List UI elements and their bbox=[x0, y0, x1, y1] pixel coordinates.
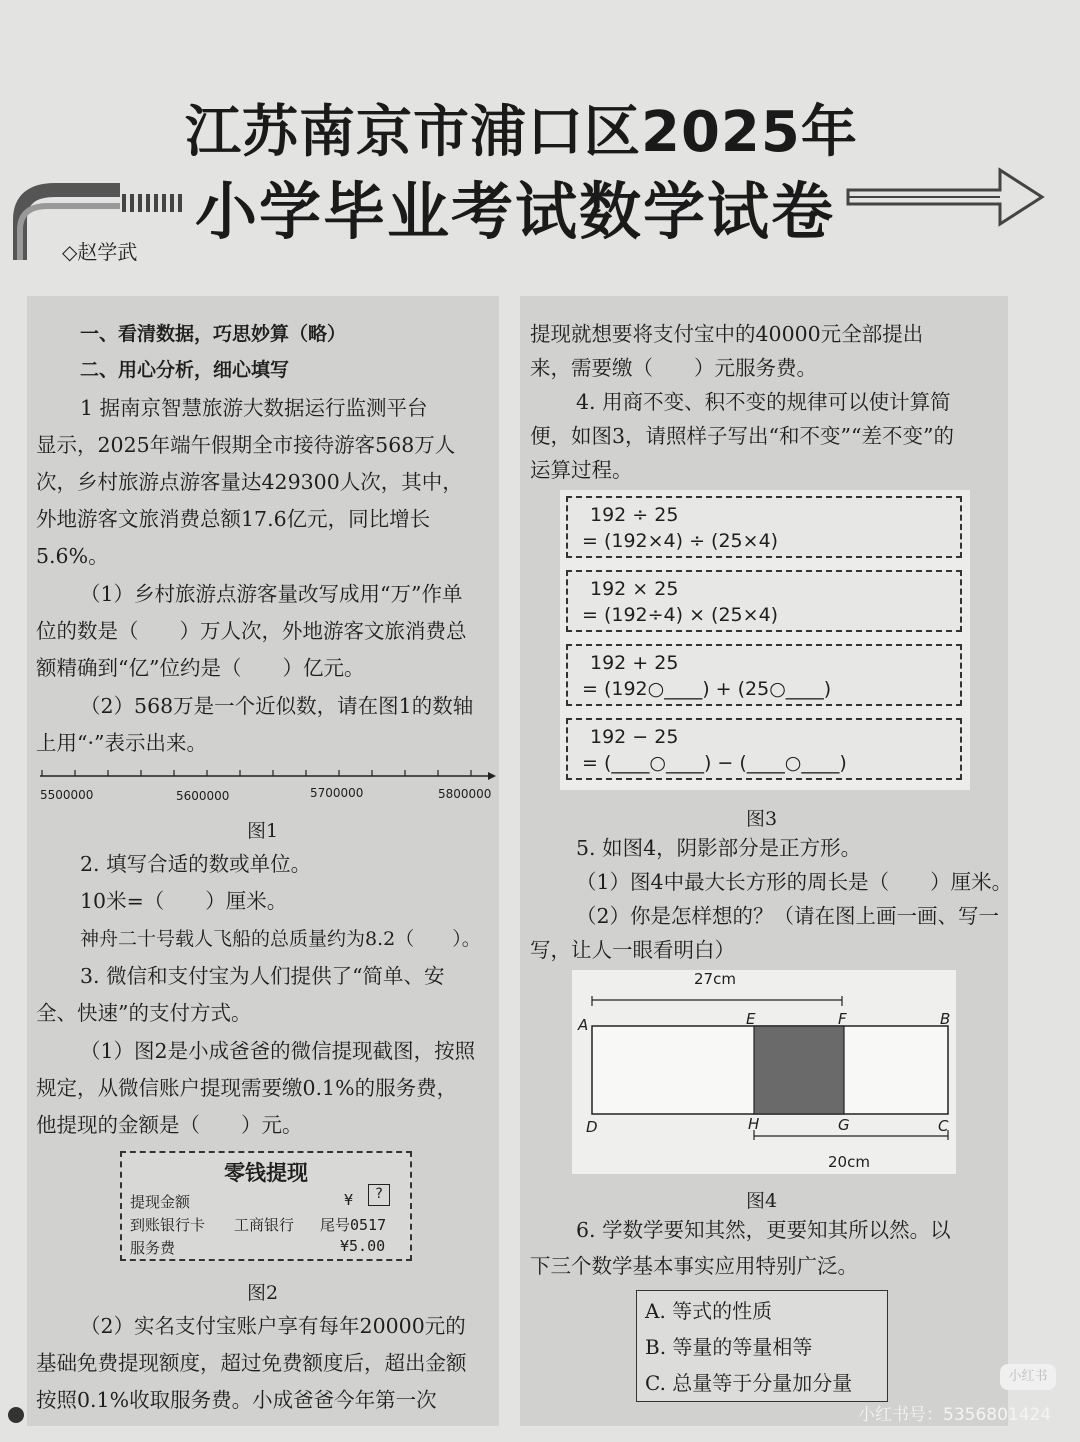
point-label-h: H bbox=[748, 1115, 760, 1133]
q3-1-line: 规定，从微信账户提现需要缴0.1%的服务费， bbox=[36, 1076, 458, 1100]
section-2-heading: 二、用心分析，细心填写 bbox=[80, 359, 290, 381]
author-label: ◇赵学武 bbox=[62, 240, 138, 264]
q1-2-line: 上用“·”表示出来。 bbox=[36, 731, 207, 755]
q3-2-line: 按照0.1%收取服务费。小成爸爸今年第一次 bbox=[36, 1388, 437, 1412]
page-edge-dot bbox=[6, 1404, 26, 1426]
q4-line: 4. 用商不变、积不变的规律可以使计算简 bbox=[576, 390, 951, 414]
q3-2-cont-line: 提现就想要将支付宝中的40000元全部提出 bbox=[530, 322, 924, 346]
calc-line: 192 + 25 bbox=[590, 652, 679, 674]
q5-line: 5. 如图4，阴影部分是正方形。 bbox=[576, 836, 862, 860]
figure-caption: 图4 bbox=[746, 1190, 778, 1212]
q3-1-line: （1）图2是小成爸爸的微信提现截图，按照 bbox=[80, 1039, 476, 1063]
q3-line: 3. 微信和支付宝为人们提供了“简单、安 bbox=[80, 964, 445, 988]
calc-box-subtract bbox=[566, 718, 962, 780]
calc-box-divide bbox=[566, 496, 962, 558]
q1-line: 5.6%。 bbox=[36, 544, 109, 568]
dimension-top: 27cm bbox=[694, 970, 736, 988]
q3-2-line: （2）实名支付宝账户享有每年20000元的 bbox=[80, 1314, 466, 1338]
q6-line: 6. 学数学要知其然，更要知其所以然。以 bbox=[576, 1218, 951, 1242]
tick-label: 5500000 bbox=[40, 788, 94, 802]
q1-1-line: 位的数是（ ）万人次，外地游客文旅消费总 bbox=[36, 619, 467, 643]
card-tail: 尾号0517 bbox=[320, 1216, 387, 1234]
q3-2-line: 基础免费提现额度，超过免费额度后，超出金额 bbox=[36, 1351, 467, 1375]
service-fee-value: ¥5.00 bbox=[340, 1237, 386, 1255]
withdraw-screenshot bbox=[120, 1151, 412, 1261]
watermark-text: 小红书号：5356801424 bbox=[858, 1405, 1052, 1425]
section-1-heading: 一、看清数据，巧思妙算（略） bbox=[80, 323, 347, 345]
q4-line: 运算过程。 bbox=[530, 458, 633, 482]
point-label-b: B bbox=[940, 1010, 951, 1028]
q2-line: 10米=（ ）厘米。 bbox=[80, 889, 288, 913]
q2-line: 2. 填写合适的数或单位。 bbox=[80, 852, 312, 876]
rectangle-diagram bbox=[572, 970, 956, 1174]
calc-line: = (192×4) ÷ (25×4) bbox=[582, 530, 779, 552]
point-label-a: A bbox=[578, 1016, 589, 1034]
withdraw-title: 零钱提现 bbox=[224, 1160, 308, 1185]
calc-line: = (____○____) − (____○____) bbox=[582, 752, 847, 774]
calc-box-multiply bbox=[566, 570, 962, 632]
dimension-bottom: 20cm bbox=[828, 1153, 870, 1171]
point-label-c: C bbox=[938, 1117, 949, 1135]
q3-line: 全、快速”的支付方式。 bbox=[36, 1001, 252, 1025]
q1-1-line: （1）乡村旅游点游客量改写成用“万”作单 bbox=[80, 582, 463, 606]
q1-1-line: 额精确到“亿”位约是（ ）亿元。 bbox=[36, 656, 365, 680]
q5-line: （2）你是怎样想的？（请在图上画一画、写一 bbox=[576, 904, 1000, 928]
xiaohongshu-logo: 小红书 bbox=[1000, 1364, 1056, 1390]
figure-3 bbox=[560, 490, 970, 790]
withdraw-amount-label: 提现金额 bbox=[130, 1193, 191, 1211]
calc-line: 192 ÷ 25 bbox=[590, 504, 679, 526]
service-fee-label: 服务费 bbox=[130, 1239, 176, 1257]
q5-line: （1）图4中最大长方形的周长是（ ）厘米。 bbox=[576, 870, 1013, 894]
withdraw-amount-unknown: ? bbox=[368, 1184, 390, 1206]
bank-card-label: 到账银行卡 bbox=[130, 1216, 206, 1234]
figure-4 bbox=[572, 970, 956, 1174]
tick-label: 5700000 bbox=[310, 786, 364, 800]
q1-2-line: （2）568万是一个近似数，请在图1的数轴 bbox=[80, 694, 474, 718]
calc-line: 192 × 25 bbox=[590, 578, 679, 600]
q1-line: 1 据南京智慧旅游大数据运行监测平台 bbox=[80, 396, 428, 420]
basic-facts-box bbox=[636, 1290, 888, 1402]
q1-line: 显示，2025年端午假期全市接待游客568万人 bbox=[36, 433, 456, 457]
tick-label: 5800000 bbox=[438, 787, 492, 801]
bank-name: 工商银行 bbox=[234, 1216, 295, 1234]
page-title-line1: 江苏南京市浦口区2025年 bbox=[185, 100, 858, 165]
point-label-e: E bbox=[746, 1010, 756, 1028]
point-label-g: G bbox=[838, 1116, 850, 1134]
dash-bars bbox=[122, 194, 182, 212]
page-title-line2: 小学毕业考试数学试卷 bbox=[195, 175, 836, 248]
fact-item: B. 等量的等量相等 bbox=[645, 1335, 813, 1359]
point-label-d: D bbox=[586, 1118, 598, 1136]
q2-line: 神舟二十号载人飞船的总质量约为8.2（ ）。 bbox=[80, 928, 481, 950]
q6-line: 下三个数学基本事实应用特别广泛。 bbox=[530, 1254, 858, 1278]
q3-1-line: 他提现的金额是（ ）元。 bbox=[36, 1113, 303, 1137]
calc-line: = (192÷4) × (25×4) bbox=[582, 604, 779, 626]
figure-caption: 图1 bbox=[247, 820, 279, 842]
q3-2-cont-line: 来，需要缴（ ）元服务费。 bbox=[530, 356, 817, 380]
figure-caption: 图2 bbox=[247, 1282, 279, 1304]
number-line bbox=[36, 764, 496, 804]
point-label-f: F bbox=[838, 1010, 847, 1028]
calc-line: 192 − 25 bbox=[590, 726, 679, 748]
calc-line: = (192○____) + (25○____) bbox=[582, 678, 832, 700]
q1-line: 外地游客文旅消费总额17.6亿元，同比增长 bbox=[36, 507, 431, 531]
q5-line: 写，让人一眼看明白） bbox=[530, 938, 735, 962]
fact-item: A. 等式的性质 bbox=[645, 1299, 773, 1323]
fact-item: C. 总量等于分量加分量 bbox=[645, 1371, 853, 1395]
calc-box-add bbox=[566, 644, 962, 706]
tick-label: 5600000 bbox=[176, 789, 230, 803]
q1-line: 次，乡村旅游点游客量达429300人次，其中， bbox=[36, 470, 463, 494]
withdraw-amount-currency: ¥ bbox=[344, 1191, 354, 1209]
q4-line: 便，如图3，请照样子写出“和不变”“差不变”的 bbox=[530, 424, 954, 448]
figure-caption: 图3 bbox=[746, 808, 778, 830]
